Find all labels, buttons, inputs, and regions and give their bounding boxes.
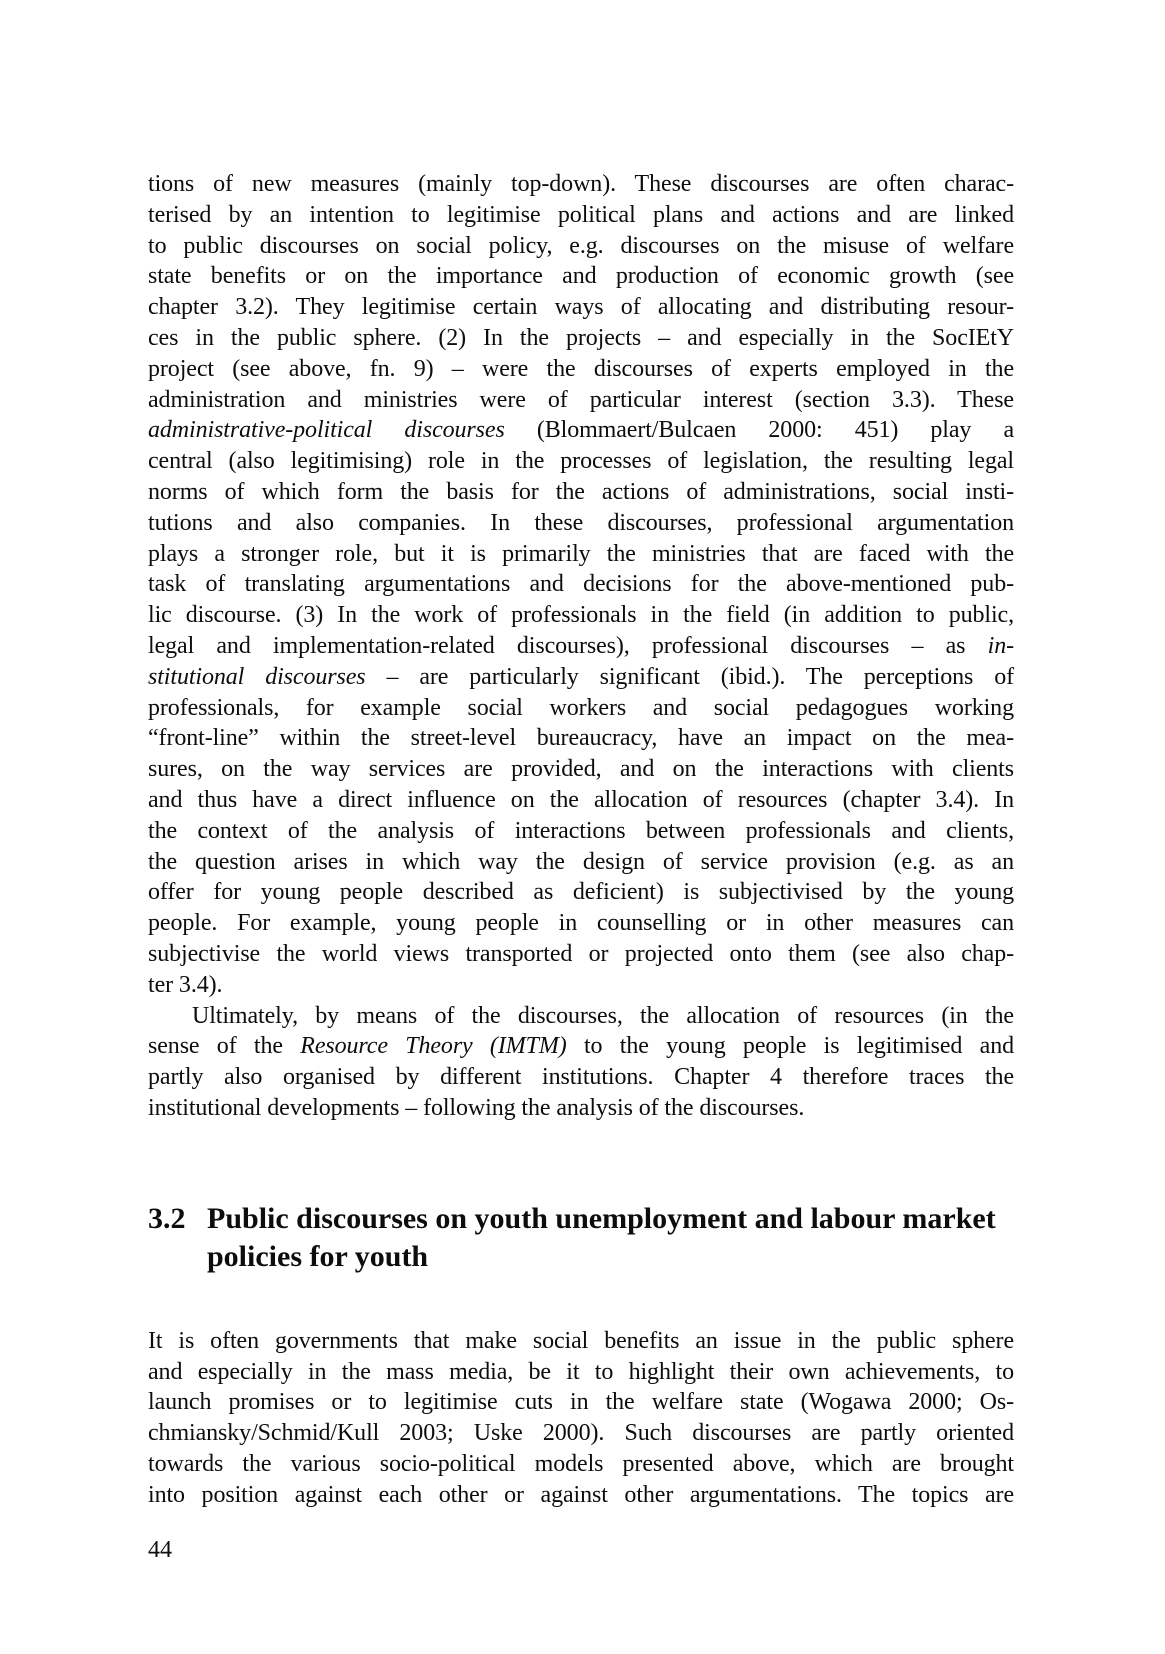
text-line: to public discourses on social policy, e.g. discourses on the misuse of welfare [148,232,1014,259]
text-line: and especially in the mass media, be it to highlight their own achievements, to [148,1358,1014,1385]
text-line: chapter 3.2). They legitimise certain ways of allocating and distributing resour- [148,294,1014,321]
text-line: into position against each other or against other argumentations. The topics are [148,1481,1014,1508]
text-line: Ultimately, by means of the discourses, the allocation of resources (in the [192,1002,1014,1029]
body-paragraph-1 [148,169,1014,1001]
text-line: people. For example, young people in counselling or in other measures can [148,910,1014,937]
text-line: sense of the Resource Theory (IMTM) to the young people is legitimised and [148,1033,1014,1060]
text-line: lic discourse. (3) In the work of professionals in the field (in addition to public, [148,602,1014,629]
body-paragraph-3 [148,1326,1014,1511]
text-line: ces in the public sphere. (2) In the projects – and especially in the SocIEtY [148,324,1014,351]
body-paragraph-2 [148,1001,1014,1124]
text-line: It is often governments that make social benefits an issue in the public sphere [148,1327,1014,1354]
text-line: legal and implementation-related discourses), professional discourses – as in- [148,632,1014,659]
text-line: terised by an intention to legitimise political plans and actions and are linked [148,201,1014,228]
text-line: project (see above, fn. 9) – were the discourses of experts employed in the [148,355,1014,382]
text-line: “front-line” within the street-level bureaucracy, have an impact on the mea- [148,725,1014,752]
page-content [148,169,1014,1566]
text-line: central (also legitimising) role in the processes of legislation, the resulting legal [148,448,1014,475]
text-line: sures, on the way services are provided, and on the interactions with clients [148,756,1014,783]
text-line: towards the various socio-political models presented above, which are brought [148,1450,1014,1477]
text-line: plays a stronger role, but it is primarily the ministries that are faced with the [148,540,1014,567]
text-line: administrative-political discourses (Blommaert/Bulcaen 2000: 451) play a [148,417,1014,444]
text-line: administration and ministries were of particular interest (section 3.3). These [148,386,1014,413]
text-line: chmiansky/Schmid/Kull 2003; Uske 2000). Such discourses are partly oriented [148,1420,1014,1447]
text-line: tions of new measures (mainly top-down). These discourses are often charac- [148,171,1014,197]
section-number: 3.2 [148,1201,186,1235]
text-line: institutional developments – following the analysis of the discourses. [148,1094,805,1121]
text-line: offer for young people described as deficient) is subjectivised by the young [148,879,1014,906]
text-line: launch promises or to legitimise cuts in the welfare state (Wogawa 2000; Os- [148,1389,1014,1416]
text-line: the question arises in which way the design of service provision (e.g. as an [148,848,1014,875]
text-line: norms of which form the basis for the actions of administrations, social insti- [148,478,1014,505]
text-line: ter 3.4). [148,971,223,998]
text-line: task of translating argumentations and decisions for the above-mentioned pub- [148,571,1014,598]
text-line: and thus have a direct influence on the allocation of resources (chapter 3.4). In [148,786,1014,813]
section-heading [148,1200,1014,1276]
text-line: stitutional discourses – are particularly significant (ibid.). The perceptions of [148,663,1015,690]
text-line: tutions and also companies. In these discourses, professional argumentation [148,509,1014,536]
text-line: professionals, for example social workers and social pedagogues working [148,694,1014,721]
text-line: partly also organised by different institutions. Chapter 4 therefore traces the [148,1064,1014,1091]
text-line: subjectivise the world views transported or projected onto them (see also chap- [148,940,1014,967]
text-line: state benefits or on the importance and production of economic growth (see [148,263,1014,290]
section-title: Public discourses on youth unemployment and labour market policies for youth [207,1201,996,1273]
page-number: 44 [148,1537,172,1564]
text-line: the context of the analysis of interactions between professionals and clients, [148,817,1014,844]
